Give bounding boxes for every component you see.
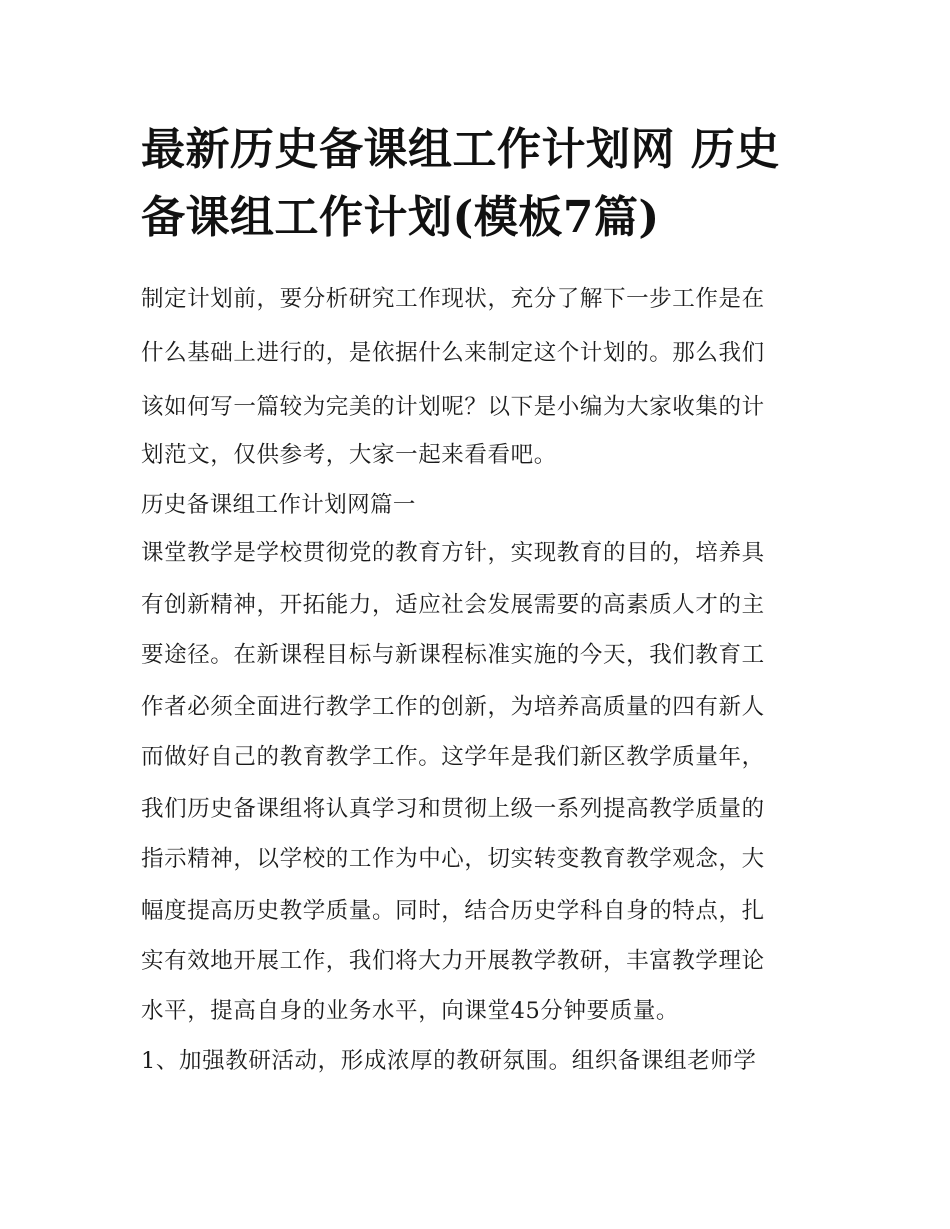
intro-line: 该如何写一篇较为完美的计划呢？以下是小编为大家收集的计 xyxy=(141,394,765,420)
section-heading: 历史备课组工作计划网篇一 xyxy=(141,492,416,518)
body-line: 课堂教学是学校贯彻党的教育方针，实现教育的目的，培养具 xyxy=(141,540,765,566)
body-line: 幅度提高历史教学质量。同时，结合历史学科自身的特点，扎 xyxy=(141,898,765,924)
body-line: 我们历史备课组将认真学习和贯彻上级一系列提高教学质量的 xyxy=(141,796,765,822)
body-line: 有创新精神，开拓能力，适应社会发展需要的高素质人才的主 xyxy=(141,592,765,618)
body-line: 作者必须全面进行教学工作的创新，为培养高质量的四有新人 xyxy=(141,694,765,720)
intro-line: 什么基础上进行的，是依据什么来制定这个计划的。那么我们 xyxy=(141,340,765,366)
list-item-1: 1、加强教研活动，形成浓厚的教研氛围。组织备课组老师学 xyxy=(141,1048,757,1074)
body-line: 而做好自己的教育教学工作。这学年是我们新区教学质量年， xyxy=(141,744,765,770)
body-line: 实有效地开展工作，我们将大力开展教学教研，丰富教学理论 xyxy=(141,948,765,974)
body-line: 要途径。在新课程目标与新课程标准实施的今天，我们教育工 xyxy=(141,642,765,668)
intro-line: 划范文，仅供参考，大家一起来看看吧。 xyxy=(141,442,557,468)
body-line: 水平，提高自身的业务水平，向课堂45分钟要质量。 xyxy=(141,998,680,1024)
intro-line: 制定计划前，要分析研究工作现状，充分了解下一步工作是在 xyxy=(141,286,765,312)
body-line: 指示精神，以学校的工作为中心，切实转变教育教学观念，大 xyxy=(141,846,765,872)
document-title: 最新历史备课组工作计划网 历史备课组工作计划(模板7篇) xyxy=(141,124,780,243)
